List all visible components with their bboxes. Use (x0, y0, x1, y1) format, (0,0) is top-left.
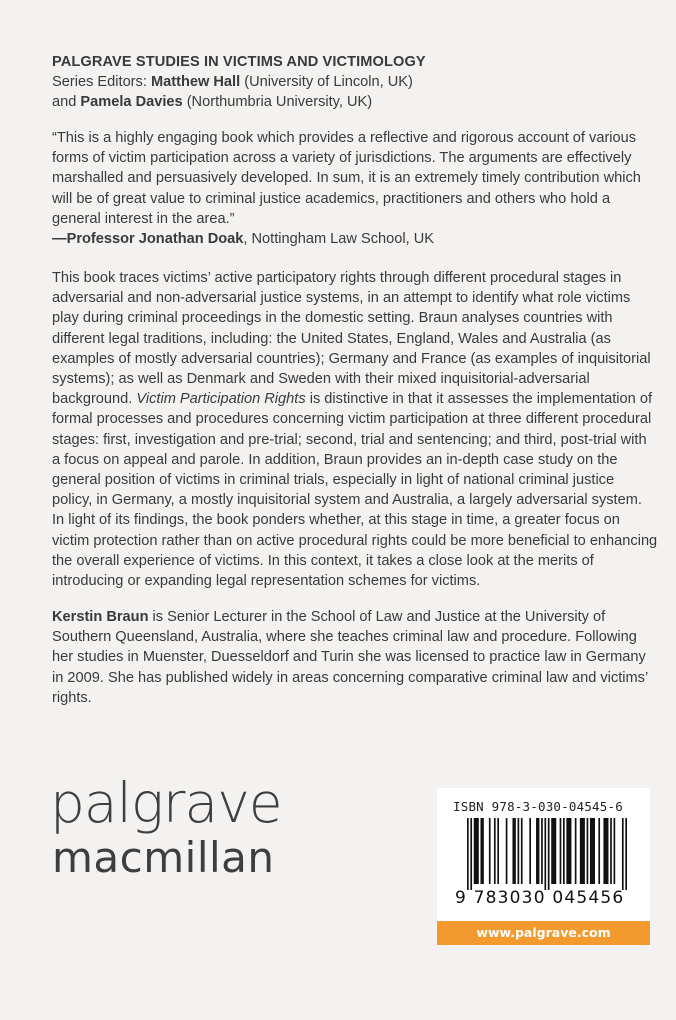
and-text: and (52, 94, 81, 110)
barcode-bar (536, 818, 539, 884)
quote-attribution (52, 229, 652, 249)
attribution-affiliation: , Nottingham Law School, UK (243, 231, 435, 248)
barcode-bar (474, 818, 479, 884)
barcode-bar (544, 818, 546, 890)
barcode-bar (480, 818, 483, 884)
barcode-bar (575, 818, 577, 884)
barcode-bar (598, 818, 600, 884)
barcode-bar (467, 818, 469, 890)
series-title: PALGRAVE STUDIES IN VICTIMS AND VICTIMOLOGY (52, 54, 426, 70)
logo-line1: palgrave (50, 771, 282, 835)
book-description (52, 268, 658, 591)
barcode-bar (521, 818, 523, 884)
barcode-bar (494, 818, 496, 884)
series-editors-line2 (52, 92, 652, 112)
barcode-bar (541, 818, 543, 884)
barcode-panel (437, 788, 650, 921)
endorsement-quote (52, 128, 652, 249)
barcode-bar (548, 818, 550, 890)
book-title-italic: Victim Participation Rights (136, 391, 306, 408)
editor2-affiliation: (Northumbria University, UK) (182, 94, 373, 110)
logo-line2: macmillan (52, 833, 275, 882)
barcode-bar (587, 818, 589, 884)
barcode-bar (489, 818, 491, 884)
editor1-name: Matthew Hall (150, 74, 241, 90)
series-info (52, 52, 652, 112)
author-name: Kerstin Braun (52, 609, 149, 625)
publisher-website[interactable]: www.palgrave.com (437, 921, 650, 945)
description-part2: is distinctive in that it assesses the implementation of formal processes and procedures concerning victim participation at three different procedural stages: first, investigation and pre-trial; second, trial and sentencing; and third, post-trial with a focus on appeal and parole. In addition, Braun provides an in-depth case study on the general position of victims in criminal trials, especially in light of national criminal justice policy, in Germany, a mostly inquisitorial system and Australia, a largely adversarial system. In light of its findings, the book ponders whether, at this stage in time, a greater focus on victim protection rather than on active procedural rights could be more beneficial to enhancing the overall experience of victims. In this context, it takes a close look at the merits of introducing or expanding legal representation schemes for victims. (52, 391, 658, 590)
barcode-bar (622, 818, 624, 890)
barcode-bar (506, 818, 508, 884)
barcode-bar (610, 818, 612, 884)
barcode-bar (625, 818, 627, 890)
barcode-bar (497, 818, 499, 884)
attribution-name: —Professor Jonathan Doak (52, 231, 244, 248)
editor1-affiliation: (University of Lincoln, UK) (240, 74, 413, 90)
barcode-bar (614, 818, 616, 884)
barcode-bar (560, 818, 562, 884)
description-part1: This book traces victims’ active participatory rights through different procedural stages in adversarial and non-adversarial justice systems, in an attempt to identify what role victims play during criminal proceedings in the domestic setting. Braun analyses countries with different legal traditions, including: the United States, England, Wales and Australia (as examples of mostly adversarial countries); Germany and France (as examples of inquisitorial systems); as well as Denmark and Sweden with their mixed inquisitorial-adversarial background. (52, 270, 651, 408)
editor2-name: Pamela Davies (80, 94, 183, 110)
publisher-logo (50, 772, 282, 882)
barcode-bar (512, 818, 515, 884)
isbn-label: ISBN 978-3-030-04545-6 (453, 799, 623, 814)
bio-text: is Senior Lecturer in the School of Law and Justice at the University of Southern Queensland, Australia, where she teaches criminal law and procedure. Following her studies in Muenster, Duesseldorf and Turin she was licensed to practice law in Germany in 2009. She has published widely in areas concerning comparative criminal law and victims’ rights. (52, 609, 648, 706)
barcode-bar (590, 818, 595, 884)
ean-digits: 9 783030 045456 (455, 888, 625, 908)
barcode-graphic (467, 818, 627, 890)
barcode-bar (470, 818, 472, 890)
barcode-bar (603, 818, 608, 884)
barcode-bar (529, 818, 531, 884)
editors-prefix: Series Editors: (52, 74, 151, 90)
quote-text: “This is a highly engaging book which provides a reflective and rigorous account of various forms of victim participation across a variety of jurisdictions. The arguments are effectively marshalled and persuasively developed. In sum, it is an extremely timely contribution which will be of great value to criminal justice academics, practitioners and others who hold a general interest in the area.” (52, 130, 641, 227)
barcode-bar (580, 818, 585, 884)
author-bio (52, 607, 658, 708)
series-editors-line1 (52, 72, 652, 92)
barcode-bar (518, 818, 520, 884)
barcode-bar (563, 818, 565, 884)
barcode-bar (566, 818, 571, 884)
barcode-bar (551, 818, 556, 884)
